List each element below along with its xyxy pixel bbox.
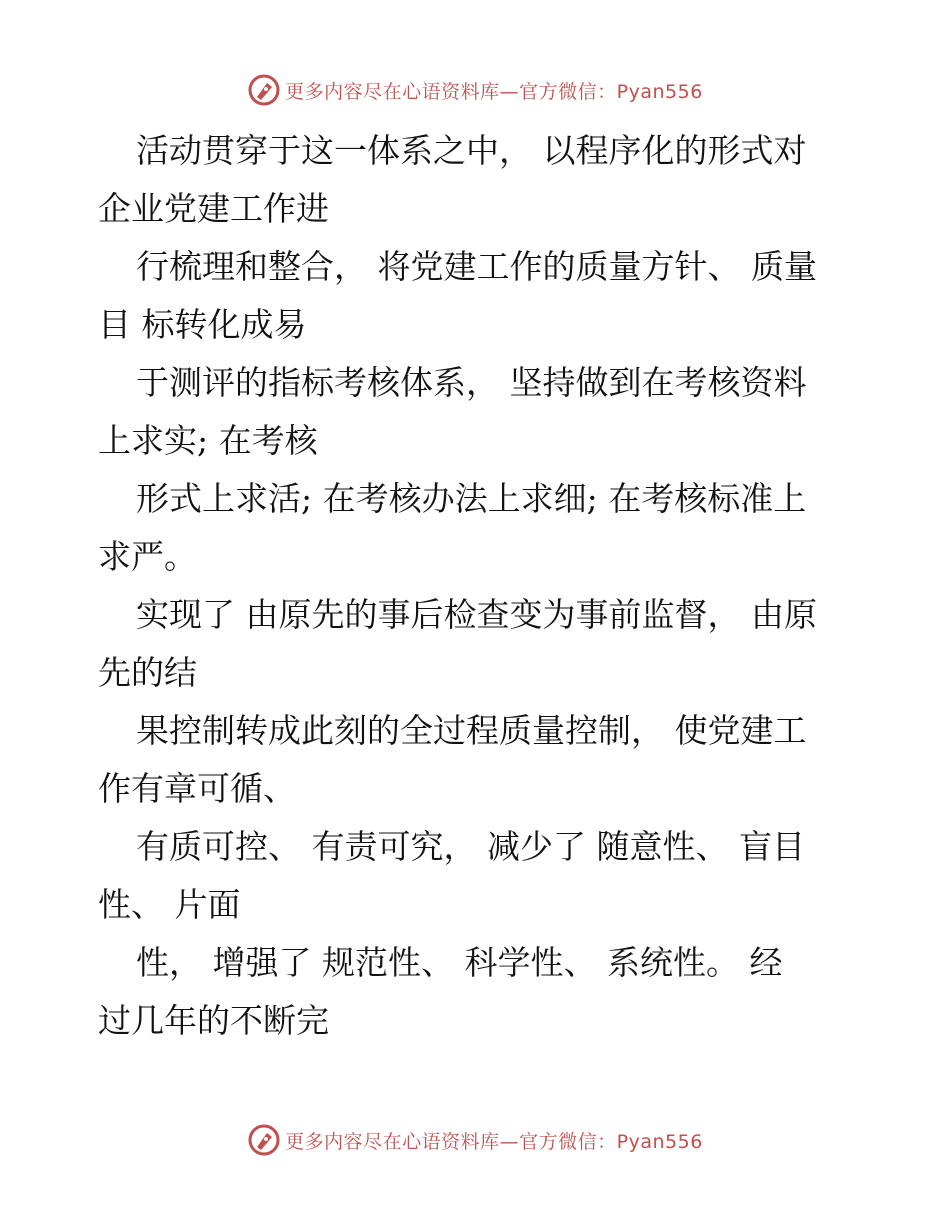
paragraph-line: 活动贯穿于这一体系之中， 以程序化的形式对 [136,131,807,170]
banner-text: 更多内容尽在心语资料库—官方微信：Pyan556 [285,1130,703,1153]
paragraph [98,702,868,818]
paragraph-line: 作有章可循、 [98,769,296,808]
paragraph-line: 形式上求活; 在考核办法上求细; 在考核标准上 [136,479,807,518]
paragraph-line: 企业党建工作进 [98,189,329,228]
paragraph-line: 于测评的指标考核体系， 坚持做到在考核资料 [136,363,807,402]
paragraph [98,818,868,934]
paragraph [98,586,868,702]
paragraph [98,354,868,470]
paragraph-line: 过几年的不断完 [98,1001,329,1040]
pen-nib-logo-icon [247,1123,281,1157]
paragraph-line: 性， 增强了 规范性、 科学性、 系统性。 经 [136,943,783,982]
paragraph-line: 目 标转化成易 [98,305,307,344]
paragraph [98,238,868,354]
paragraph [98,122,868,238]
paragraph-line: 行梳理和整合， 将党建工作的质量方针、 质量 [136,247,817,286]
paragraph-line: 上求实; 在考核 [98,421,318,460]
paragraph-line: 求严。 [98,537,197,576]
paragraph [98,934,868,1050]
paragraph-line: 性、 片面 [98,885,241,924]
pen-nib-logo-icon [247,73,281,107]
footer-banner [0,1120,950,1160]
document-body [98,122,868,1050]
paragraph-line: 有质可控、 有责可究， 减少了 随意性、 盲目 [136,827,805,866]
paragraph-line: 果控制转成此刻的全过程质量控制， 使党建工 [136,711,807,750]
paragraph-line: 先的结 [98,653,197,692]
banner-text: 更多内容尽在心语资料库—官方微信：Pyan556 [285,80,703,103]
header-banner [0,70,950,110]
paragraph [98,470,868,586]
paragraph-line: 实现了 由原先的事后检查变为事前监督， 由原 [136,595,817,634]
